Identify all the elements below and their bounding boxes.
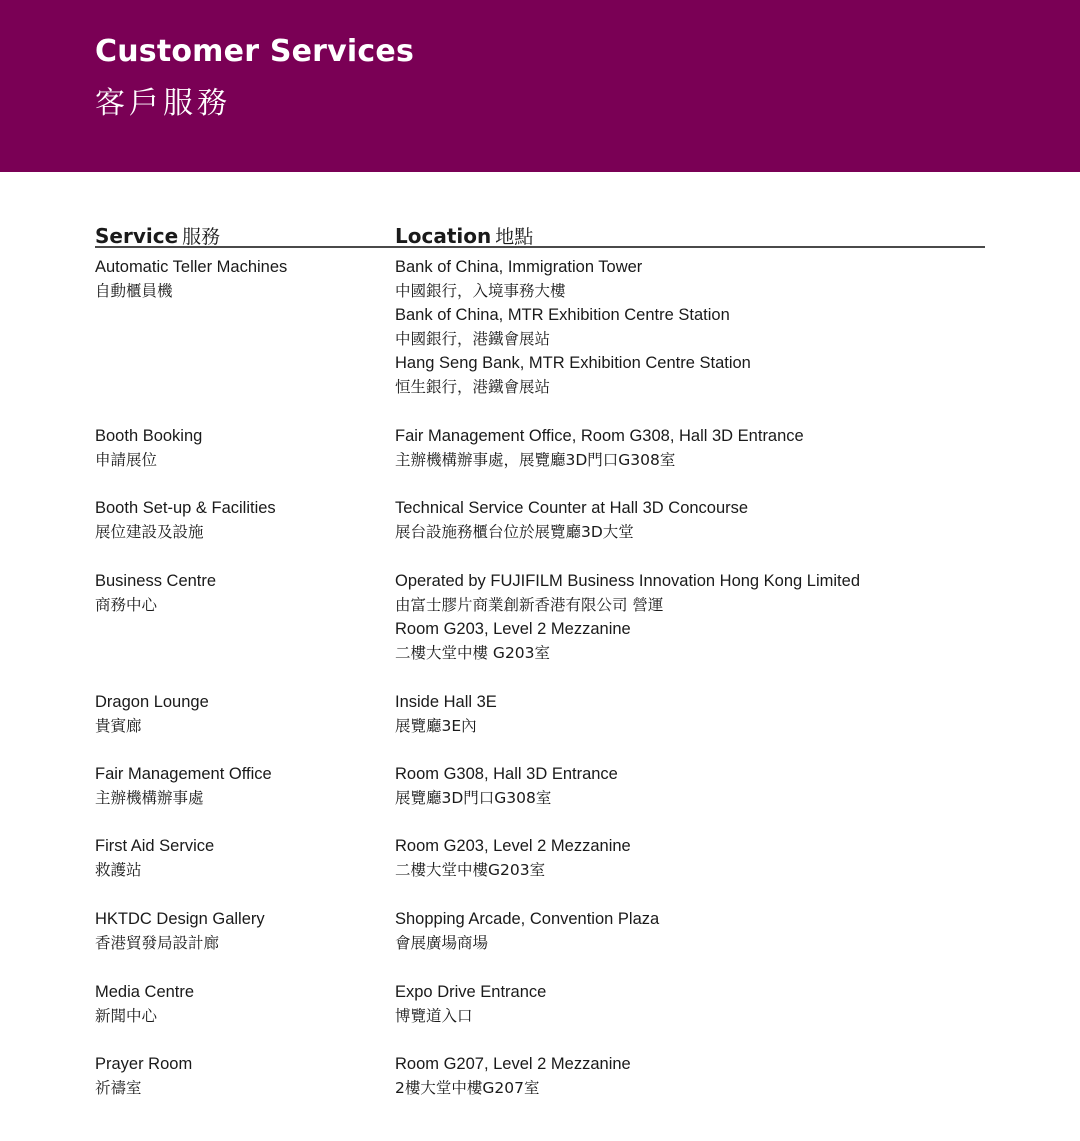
service-name-en: Dragon Lounge <box>95 693 209 711</box>
location-line: 二樓大堂中樓 G203室 <box>395 644 551 662</box>
column-header-location <box>395 222 533 249</box>
location-line: Technical Service Counter at Hall 3D Concourse <box>395 499 749 517</box>
location-line: 展覽廳3D門口G308室 <box>395 789 552 807</box>
location-cell <box>395 569 860 665</box>
service-cell <box>95 255 287 303</box>
service-cell <box>95 690 209 738</box>
service-name-en: Automatic Teller Machines <box>95 258 288 276</box>
location-line: Room G203, Level 2 Mezzanine <box>395 620 631 638</box>
location-line: Operated by FUJIFILM Business Innovation Hong Kong Limited <box>395 572 860 590</box>
location-line: Bank of China, Immigration Tower <box>395 258 643 276</box>
service-name-en: Media Centre <box>95 983 195 1001</box>
service-name-en: Booth Set-up & Facilities <box>95 499 276 517</box>
location-line: 展覽廳3E內 <box>395 717 477 735</box>
location-cell <box>395 496 748 544</box>
location-line: 2樓大堂中樓G207室 <box>395 1079 540 1097</box>
location-line: Hang Seng Bank, MTR Exhibition Centre Station <box>395 354 751 372</box>
service-cell <box>95 762 272 810</box>
column-header-service-zh: 服務 <box>182 226 221 248</box>
service-name-en: Booth Booking <box>95 427 203 445</box>
service-cell <box>95 1052 192 1100</box>
location-cell <box>395 762 618 810</box>
service-name-en: First Aid Service <box>95 837 215 855</box>
location-line: Fair Management Office, Room G308, Hall 3D Entrance <box>395 427 804 445</box>
column-header-service <box>95 222 220 249</box>
location-line: Room G207, Level 2 Mezzanine <box>395 1055 631 1073</box>
service-cell <box>95 980 194 1028</box>
location-cell <box>395 690 497 738</box>
location-cell <box>395 834 631 882</box>
service-name-zh: 救護站 <box>95 861 142 879</box>
location-line: Bank of China, MTR Exhibition Centre Station <box>395 306 730 324</box>
service-name-zh: 貴賓廊 <box>95 717 142 735</box>
service-name-zh: 申請展位 <box>95 451 158 469</box>
location-cell <box>395 424 804 472</box>
location-line: 會展廣場商場 <box>395 934 489 952</box>
location-line: Room G308, Hall 3D Entrance <box>395 765 618 783</box>
location-cell <box>395 255 751 399</box>
location-line: 中國銀行，入境事務大樓 <box>395 282 566 300</box>
location-line: 二樓大堂中樓G203室 <box>395 861 546 879</box>
location-cell <box>395 980 546 1028</box>
location-line: Expo Drive Entrance <box>395 983 547 1001</box>
location-line: Shopping Arcade, Convention Plaza <box>395 910 660 928</box>
column-header-location-en: Location <box>395 224 492 248</box>
location-line: Inside Hall 3E <box>395 693 497 711</box>
page-title-english: Customer Services <box>95 34 415 69</box>
location-line: 恒生銀行，港鐵會展站 <box>395 378 551 396</box>
location-line: 中國銀行，港鐵會展站 <box>395 330 551 348</box>
column-header-service-en: Service <box>95 224 179 248</box>
service-cell <box>95 496 276 544</box>
service-name-zh: 祈禱室 <box>95 1079 142 1097</box>
service-name-en: Business Centre <box>95 572 217 590</box>
service-cell <box>95 569 216 617</box>
service-name-en: Fair Management Office <box>95 765 272 783</box>
location-line: 主辦機構辦事處，展覽廳3D門口G308室 <box>395 451 676 469</box>
service-cell <box>95 424 202 472</box>
location-line: 博覽道入口 <box>395 1007 473 1025</box>
service-cell <box>95 834 214 882</box>
service-name-zh: 新聞中心 <box>95 1007 158 1025</box>
location-line: Room G203, Level 2 Mezzanine <box>395 837 631 855</box>
service-name-zh: 商務中心 <box>95 596 158 614</box>
location-line: 展台設施務櫃台位於展覽廳3D大堂 <box>395 523 634 541</box>
location-cell <box>395 1052 631 1100</box>
page-title-chinese: 客戶服務 <box>95 86 231 121</box>
location-cell <box>395 907 659 955</box>
header-banner <box>0 0 1080 172</box>
service-name-en: Prayer Room <box>95 1055 193 1073</box>
service-name-zh: 香港貿發局設計廊 <box>95 934 220 952</box>
service-name-zh: 展位建設及設施 <box>95 523 204 541</box>
service-name-zh: 自動櫃員機 <box>95 282 173 300</box>
table-header <box>95 220 985 248</box>
location-line: 由富士膠片商業創新香港有限公司 營運 <box>395 596 664 614</box>
service-name-en: HKTDC Design Gallery <box>95 910 265 928</box>
service-cell <box>95 907 265 955</box>
column-header-location-zh: 地點 <box>495 226 534 248</box>
service-name-zh: 主辦機構辦事處 <box>95 789 204 807</box>
